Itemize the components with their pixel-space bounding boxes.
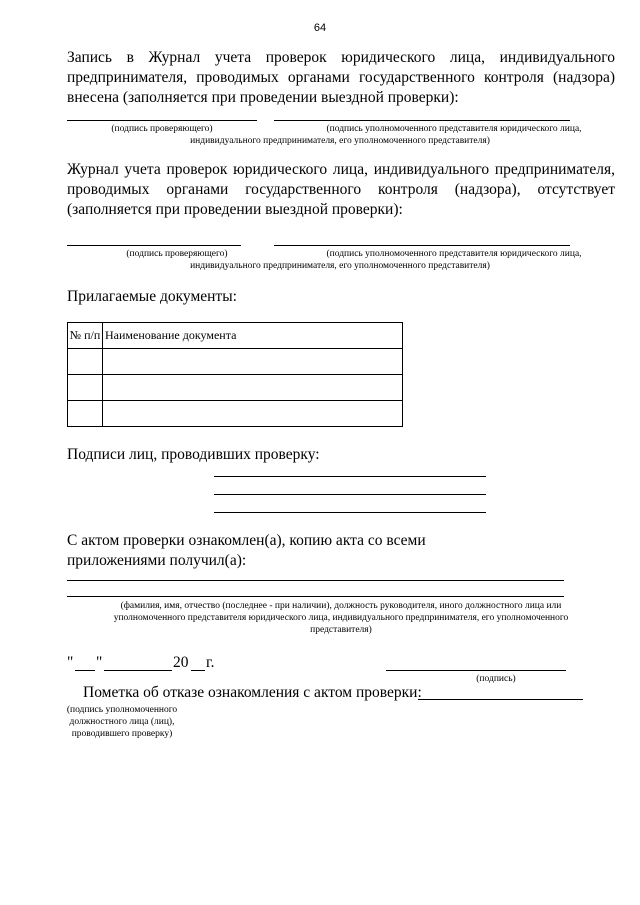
representative-caption-2-line2: индивидуального предпринимателя, его уполномоченного представителя) bbox=[190, 261, 490, 271]
inspector-signature-line-a bbox=[214, 476, 486, 477]
table-row bbox=[68, 349, 403, 375]
acquainted-signature-line bbox=[386, 670, 566, 671]
day-blank-line bbox=[75, 670, 95, 671]
refusal-note-label: Пометка об отказе ознакомления с актом проверки: bbox=[83, 684, 422, 701]
inspector-signature-caption: (подпись проверяющего) bbox=[111, 124, 213, 134]
date-field bbox=[67, 654, 267, 672]
date-quote-open: " bbox=[67, 654, 74, 671]
inspector-signature-line-c bbox=[214, 512, 486, 513]
attached-documents-table bbox=[67, 322, 403, 427]
inspectors-signatures-heading: Подписи лиц, проводивших проверку: bbox=[67, 446, 320, 463]
table-cell bbox=[68, 375, 103, 401]
acquainted-caption-line3: представителя) bbox=[310, 625, 372, 635]
year-blank-line bbox=[191, 670, 205, 671]
inspector-signature-line-2 bbox=[67, 245, 241, 246]
acquainted-line-1 bbox=[67, 580, 564, 581]
acquainted-caption-line2: уполномоченного представителя юридического лица, индивидуального предпринимателя, его уполномоченного bbox=[113, 613, 569, 623]
representative-caption-line2: индивидуального предпринимателя, его уполномоченного представителя) bbox=[190, 136, 490, 146]
table-cell bbox=[68, 349, 103, 375]
inspector-signature-line bbox=[67, 120, 257, 121]
table-cell bbox=[68, 401, 103, 427]
column-name-header: Наименование документа bbox=[103, 323, 403, 349]
page-number: 64 bbox=[313, 22, 327, 34]
representative-signature-line bbox=[274, 120, 570, 121]
acquainted-caption-line1: (фамилия, имя, отчество (последнее - при наличии), должность руководителя, иного должностного лица или bbox=[120, 601, 562, 611]
journal-absent-paragraph: Журнал учета проверок юридического лица, индивидуального предпринимателя, проводимых органами государственного контроля (надзора), отсутствует (заполняется при проведении выездной проверки): bbox=[67, 161, 615, 218]
table-cell bbox=[103, 349, 403, 375]
inspector-signature-caption-2: (подпись проверяющего) bbox=[126, 249, 228, 259]
table-row bbox=[68, 401, 403, 427]
month-blank-line bbox=[104, 670, 172, 671]
column-number-header: № п/п bbox=[68, 323, 103, 349]
date-quote-close: " bbox=[96, 654, 103, 671]
representative-signature-line-2 bbox=[274, 245, 570, 246]
attached-documents-heading: Прилагаемые документы: bbox=[67, 288, 237, 305]
refusal-caption-line3: проводившего проверку) bbox=[71, 729, 173, 739]
journal-entry-paragraph: Запись в Журнал учета проверок юридического лица, индивидуального предпринимателя, проводимых органами государственного контроля (надзора) внесена (заполняется при проведении выездной проверки): bbox=[67, 49, 615, 106]
refusal-caption-line2: должностного лица (лиц), bbox=[69, 717, 175, 727]
representative-caption-line1: (подпись уполномоченного представителя юридического лица, bbox=[326, 124, 582, 134]
table-cell bbox=[103, 401, 403, 427]
representative-caption-2-line1: (подпись уполномоченного представителя юридического лица, bbox=[326, 249, 582, 259]
inspector-signature-line-b bbox=[214, 494, 486, 495]
date-year-prefix: 20 bbox=[173, 654, 189, 671]
table-cell bbox=[103, 375, 403, 401]
table-header-row bbox=[68, 323, 403, 349]
refusal-caption-line1: (подпись уполномоченного bbox=[66, 705, 178, 715]
acquainted-line-2 bbox=[67, 596, 564, 597]
acquainted-paragraph: С актом проверки ознакомлен(а), копию акта со всеми приложениями получил(а): bbox=[67, 532, 426, 569]
table-row bbox=[68, 375, 403, 401]
refusal-signature-line bbox=[418, 699, 583, 700]
date-year-suffix: г. bbox=[206, 654, 215, 671]
acquainted-signature-caption: (подпись) bbox=[476, 674, 516, 684]
